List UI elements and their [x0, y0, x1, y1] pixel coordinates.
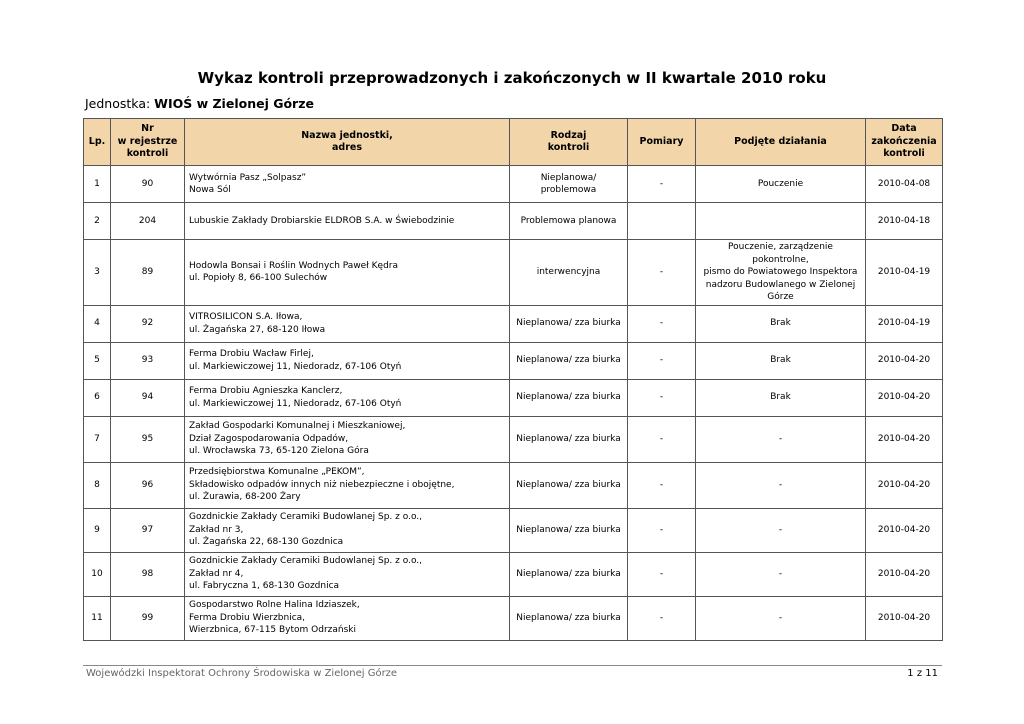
cell-unit-name-line: ul. Fabryczna 1, 68-130 Gozdnica	[189, 581, 340, 592]
cell-unit-name-line: Zakład nr 3,	[189, 524, 244, 535]
cell-measurements: -	[628, 305, 696, 342]
column-header	[696, 119, 866, 166]
cell-unit-name-line: ul. Popioły 8, 66-100 Sulechów	[189, 273, 328, 284]
column-header	[84, 119, 111, 166]
table-row	[84, 508, 943, 552]
cell-measurements: -	[628, 342, 696, 379]
cell-measurements: -	[628, 596, 696, 640]
cell-actions-line: Pouczenie, zarządzenie pokontrolne,	[728, 242, 833, 265]
cell-end-date: 2010-04-20	[866, 416, 943, 462]
column-header	[866, 119, 943, 166]
cell-lp: 2	[84, 203, 111, 240]
cell-unit-name-line: Zakład nr 4,	[189, 568, 244, 579]
cell-actions-line: Górze	[767, 292, 794, 302]
cell-register-number: 204	[111, 203, 185, 240]
cell-register-number: 99	[111, 596, 185, 640]
cell-unit-name-line: Wierzbnica, 67-115 Bytom Odrzański	[189, 625, 357, 636]
cell-measurements: -	[628, 240, 696, 306]
cell-inspection-type-line: Nieplanowa/ zza biurka	[516, 568, 621, 579]
cell-actions-line: nadzoru Budowlanego w Zielonej	[705, 279, 856, 290]
cell-lp: 7	[84, 416, 111, 462]
cell-inspection-type-line: Nieplanowa/ zza biurka	[516, 355, 621, 366]
cell-inspection-type-line: Problemowa planowa	[520, 215, 617, 226]
cell-actions-line: -	[778, 433, 783, 444]
cell-unit-name	[185, 203, 510, 240]
cell-actions	[696, 508, 866, 552]
cell-measurements: -	[628, 508, 696, 552]
cell-measurements: -	[628, 166, 696, 203]
footer-divider	[83, 665, 942, 666]
cell-lp: 5	[84, 342, 111, 379]
cell-measurements: -	[628, 416, 696, 462]
cell-end-date: 2010-04-20	[866, 342, 943, 379]
cell-inspection-type	[510, 342, 628, 379]
column-header-line: Podjęte działania	[734, 135, 827, 147]
cell-lp: 11	[84, 596, 111, 640]
column-header-line: w rejestrze	[117, 135, 178, 147]
cell-actions	[696, 462, 866, 508]
cell-actions-line: Pouczenie	[757, 178, 804, 189]
table-row	[84, 462, 943, 508]
cell-unit-name	[185, 552, 510, 596]
cell-actions-line: Brak	[770, 318, 791, 329]
cell-actions-line: -	[778, 612, 783, 623]
cell-actions-line: -	[778, 568, 783, 579]
cell-unit-name	[185, 508, 510, 552]
cell-measurements: -	[628, 552, 696, 596]
cell-inspection-type	[510, 203, 628, 240]
table-header-row	[84, 119, 943, 166]
cell-actions	[696, 416, 866, 462]
cell-inspection-type	[510, 305, 628, 342]
table-row	[84, 342, 943, 379]
cell-inspection-type-line: Nieplanowa/ zza biurka	[516, 612, 621, 623]
cell-end-date: 2010-04-20	[866, 552, 943, 596]
cell-unit-name	[185, 166, 510, 203]
cell-register-number: 89	[111, 240, 185, 306]
cell-lp: 8	[84, 462, 111, 508]
column-header-line: Nr	[141, 123, 154, 135]
cell-register-number: 93	[111, 342, 185, 379]
cell-inspection-type	[510, 552, 628, 596]
cell-actions-line: Brak	[770, 392, 791, 403]
table-row	[84, 203, 943, 240]
cell-unit-name	[185, 240, 510, 306]
column-header-line: Data	[891, 123, 917, 135]
cell-unit-name-line: Lubuskie Zakłady Drobiarskie ELDROB S.A. w Świebodzinie	[189, 215, 455, 226]
cell-actions	[696, 379, 866, 416]
cell-measurements: -	[628, 379, 696, 416]
table-body	[84, 166, 943, 641]
cell-register-number: 97	[111, 508, 185, 552]
cell-unit-name-line: Ferma Drobiu Wacław Firlej,	[189, 349, 314, 359]
column-header-line: Pomiary	[639, 135, 684, 147]
cell-inspection-type	[510, 596, 628, 640]
cell-inspection-type-line: interwencyjna	[536, 267, 601, 277]
column-header-line: kontroli	[883, 148, 925, 160]
cell-register-number: 95	[111, 416, 185, 462]
cell-unit-name-line: Nowa Sól	[189, 185, 231, 195]
cell-unit-name-line: VITROSILICON S.A. Iłowa,	[189, 312, 303, 322]
cell-actions	[696, 240, 866, 306]
cell-inspection-type-line: Nieplanowa/	[540, 172, 597, 183]
unit-line	[85, 96, 314, 111]
column-header-line: Rodzaj	[550, 129, 587, 141]
cell-actions	[696, 305, 866, 342]
column-header	[510, 119, 628, 166]
cell-unit-name-line: Składowisko odpadów innych niż niebezpieczne i obojętne,	[189, 479, 455, 490]
cell-end-date: 2010-04-20	[866, 508, 943, 552]
column-header-line: Lp.	[88, 135, 106, 147]
cell-lp: 4	[84, 305, 111, 342]
cell-inspection-type	[510, 240, 628, 306]
cell-unit-name-line: Dział Zagospodarowania Odpadów,	[189, 433, 349, 444]
footer-institution: Wojewódzki Inspektorat Ochrony Środowiska w Zielonej Górze	[86, 668, 398, 679]
cell-unit-name-line: Ferma Drobiu Wierzbnica,	[189, 612, 306, 623]
cell-unit-name-line: Przedsiębiorstwa Komunalne „PEKOM”,	[189, 467, 365, 478]
page-number: 1 z 11	[907, 668, 938, 679]
cell-actions	[696, 342, 866, 379]
cell-lp: 9	[84, 508, 111, 552]
table-row	[84, 240, 943, 306]
table-row	[84, 305, 943, 342]
cell-unit-name	[185, 416, 510, 462]
cell-unit-name	[185, 462, 510, 508]
cell-inspection-type-line: Nieplanowa/ zza biurka	[516, 524, 621, 535]
cell-inspection-type	[510, 416, 628, 462]
cell-end-date: 2010-04-20	[866, 462, 943, 508]
column-header-line: kontroli	[126, 148, 169, 160]
cell-unit-name-line: Wytwórnia Pasz „Solpasz”	[189, 172, 307, 183]
cell-unit-name-line: ul. Żurawia, 68-200 Żary	[189, 492, 301, 503]
cell-unit-name-line: Gozdnickie Zakłady Ceramiki Budowlanej Sp. z o.o.,	[189, 556, 423, 567]
column-header	[185, 119, 510, 166]
cell-unit-name	[185, 596, 510, 640]
cell-end-date: 2010-04-18	[866, 203, 943, 240]
cell-measurements: -	[628, 462, 696, 508]
cell-end-date: 2010-04-20	[866, 596, 943, 640]
cell-actions	[696, 552, 866, 596]
cell-end-date: 2010-04-19	[866, 305, 943, 342]
cell-end-date: 2010-04-20	[866, 379, 943, 416]
cell-actions-line: -	[778, 479, 783, 490]
cell-inspection-type-line: problemowa	[540, 185, 597, 195]
column-header	[111, 119, 185, 166]
cell-inspection-type	[510, 166, 628, 203]
cell-unit-name-line: ul. Żagańska 27, 68-120 Iłowa	[189, 324, 326, 335]
cell-actions	[696, 203, 866, 240]
inspections-table	[83, 118, 943, 641]
cell-inspection-type-line: Nieplanowa/ zza biurka	[516, 433, 621, 444]
table-row	[84, 166, 943, 203]
cell-lp: 10	[84, 552, 111, 596]
document-title: Wykaz kontroli przeprowadzonych i zakończonych w II kwartale 2010 roku	[197, 69, 827, 87]
cell-lp: 6	[84, 379, 111, 416]
unit-label: Jednostka:	[85, 96, 155, 111]
cell-actions	[696, 596, 866, 640]
cell-unit-name-line: Hodowla Bonsai i Roślin Wodnych Paweł Kędra	[189, 260, 399, 271]
table-row	[84, 596, 943, 640]
cell-register-number: 92	[111, 305, 185, 342]
cell-unit-name	[185, 342, 510, 379]
cell-inspection-type-line: Nieplanowa/ zza biurka	[516, 479, 621, 490]
cell-actions	[696, 166, 866, 203]
column-header-line: kontroli	[547, 142, 590, 153]
cell-lp: 1	[84, 166, 111, 203]
column-header-line: Nazwa jednostki,	[301, 129, 393, 141]
cell-lp: 3	[84, 240, 111, 306]
column-header-line: zakończenia	[871, 135, 937, 147]
cell-register-number: 90	[111, 166, 185, 203]
cell-unit-name-line: Gospodarstwo Rolne Halina Idziaszek,	[189, 600, 360, 611]
cell-register-number: 94	[111, 379, 185, 416]
table-row	[84, 379, 943, 416]
cell-unit-name-line: ul. Markiewiczowej 11, Niedoradz, 67-106 Otyń	[189, 361, 402, 372]
cell-inspection-type-line: Nieplanowa/ zza biurka	[516, 392, 621, 403]
cell-inspection-type	[510, 508, 628, 552]
column-header	[628, 119, 696, 166]
cell-inspection-type	[510, 379, 628, 416]
cell-unit-name-line: ul. Żagańska 22, 68-130 Gozdnica	[189, 537, 344, 548]
cell-actions-line: -	[778, 524, 783, 535]
cell-unit-name-line: Zakład Gospodarki Komunalnej i Mieszkaniowej,	[189, 421, 406, 432]
column-header-line: adres	[332, 142, 362, 153]
cell-actions-line: Brak	[770, 355, 791, 366]
cell-actions-line: pismo do Powiatowego Inspektora	[703, 267, 858, 277]
cell-end-date: 2010-04-19	[866, 240, 943, 306]
cell-measurements	[628, 203, 696, 240]
table-row	[84, 552, 943, 596]
cell-end-date: 2010-04-08	[866, 166, 943, 203]
cell-register-number: 98	[111, 552, 185, 596]
cell-unit-name-line: Gozdnickie Zakłady Ceramiki Budowlanej Sp. z o.o.,	[189, 512, 423, 523]
cell-inspection-type	[510, 462, 628, 508]
cell-unit-name-line: Ferma Drobiu Agnieszka Kanclerz,	[189, 386, 343, 396]
cell-register-number: 96	[111, 462, 185, 508]
cell-unit-name	[185, 305, 510, 342]
unit-value: WIOŚ w Zielonej Górze	[154, 96, 314, 111]
cell-inspection-type-line: Nieplanowa/ zza biurka	[516, 318, 621, 329]
table-row	[84, 416, 943, 462]
cell-unit-name-line: ul. Wrocławska 73, 65-120 Zielona Góra	[189, 446, 369, 457]
cell-unit-name	[185, 379, 510, 416]
cell-unit-name-line: ul. Markiewiczowej 11, Niedoradz, 67-106 Otyń	[189, 398, 402, 409]
